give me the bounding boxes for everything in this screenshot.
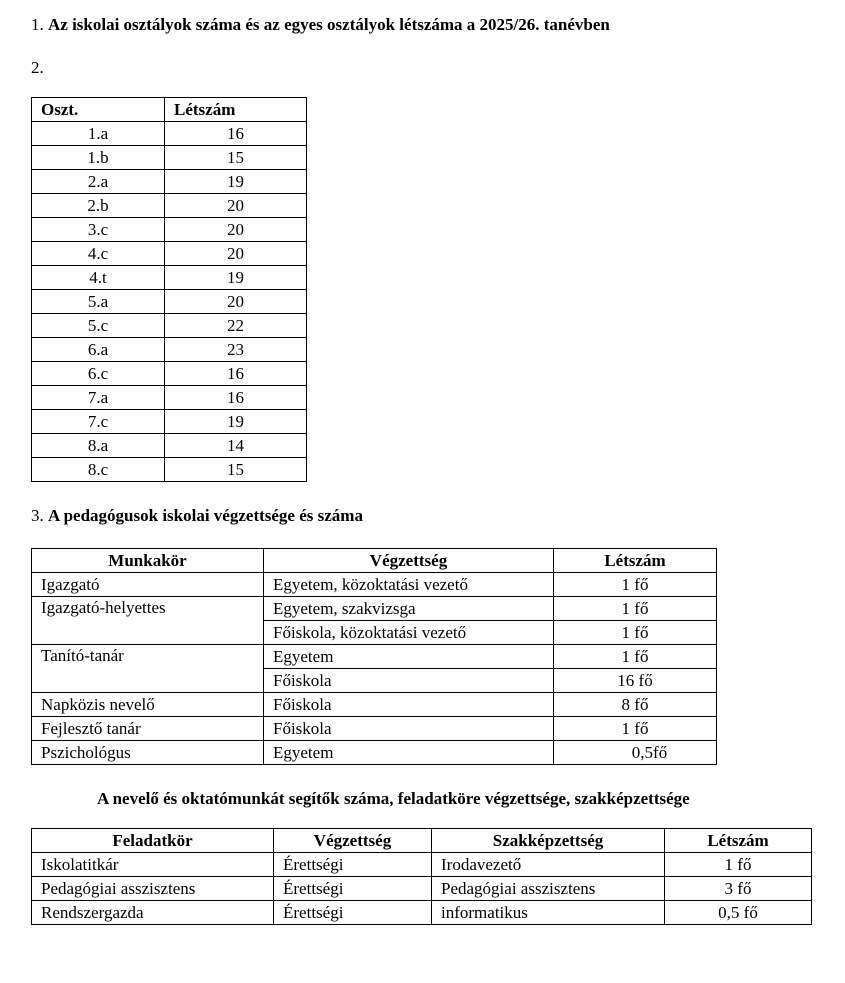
vocational-qualification-cell: informatikus bbox=[432, 901, 665, 925]
qualification-cell: Egyetem, szakvizsga bbox=[264, 597, 554, 621]
headcount-cell: 8 fő bbox=[554, 693, 717, 717]
headcount-cell: 20 bbox=[165, 290, 307, 314]
column-header-headcount: Létszám bbox=[165, 98, 307, 122]
class-cell: 7.a bbox=[32, 386, 165, 410]
table-row bbox=[32, 242, 307, 266]
class-cell: 5.c bbox=[32, 314, 165, 338]
headcount-cell: 16 bbox=[165, 386, 307, 410]
duty-cell: Pedagógiai asszisztens bbox=[32, 877, 274, 901]
table-row bbox=[32, 290, 307, 314]
headcount-cell: 16 bbox=[165, 362, 307, 386]
headcount-cell: 0,5 fő bbox=[665, 901, 812, 925]
headcount-cell: 16 bbox=[165, 122, 307, 146]
class-cell: 2.a bbox=[32, 170, 165, 194]
table-row bbox=[32, 645, 717, 669]
headcount-cell: 3 fő bbox=[665, 877, 812, 901]
qualification-cell: Egyetem bbox=[264, 645, 554, 669]
section-3-title: A pedagógusok iskolai végzettsége és száma bbox=[48, 506, 363, 525]
table-row bbox=[32, 146, 307, 170]
table-row bbox=[32, 693, 717, 717]
class-cell: 3.c bbox=[32, 218, 165, 242]
table-row bbox=[32, 218, 307, 242]
table-row bbox=[32, 410, 307, 434]
table-row bbox=[32, 877, 812, 901]
table-row bbox=[32, 901, 812, 925]
role-cell: Igazgató-helyettes bbox=[32, 597, 264, 645]
headcount-cell: 15 bbox=[165, 146, 307, 170]
qualification-cell: Érettségi bbox=[274, 877, 432, 901]
class-cell: 7.c bbox=[32, 410, 165, 434]
section-1-title: Az iskolai osztályok száma és az egyes osztályok létszáma a 2025/26. tanévben bbox=[48, 15, 610, 34]
duty-cell: Rendszergazda bbox=[32, 901, 274, 925]
headcount-cell: 1 fő bbox=[554, 621, 717, 645]
class-cell: 8.c bbox=[32, 458, 165, 482]
headcount-cell: 19 bbox=[165, 170, 307, 194]
table-row bbox=[32, 170, 307, 194]
qualification-cell: Főiskola bbox=[264, 693, 554, 717]
section-2-heading bbox=[31, 58, 44, 78]
table-row bbox=[32, 717, 717, 741]
column-header-headcount: Létszám bbox=[554, 549, 717, 573]
table-row bbox=[32, 597, 717, 621]
table-row bbox=[32, 853, 812, 877]
column-header-role: Munkakör bbox=[32, 549, 264, 573]
qualification-cell: Egyetem, közoktatási vezető bbox=[264, 573, 554, 597]
headcount-cell: 20 bbox=[165, 242, 307, 266]
table-row bbox=[32, 434, 307, 458]
qualification-cell: Érettségi bbox=[274, 853, 432, 877]
duty-cell: Iskolatitkár bbox=[32, 853, 274, 877]
headcount-cell: 23 bbox=[165, 338, 307, 362]
vocational-qualification-cell: Pedagógiai asszisztens bbox=[432, 877, 665, 901]
qualification-cell: Főiskola, közoktatási vezető bbox=[264, 621, 554, 645]
section-4-title: A nevelő és oktatómunkát segítők száma, feladatköre végzettsége, szakképzettsége bbox=[97, 789, 690, 808]
headcount-cell: 1 fő bbox=[665, 853, 812, 877]
class-cell: 1.b bbox=[32, 146, 165, 170]
role-cell: Tanító-tanár bbox=[32, 645, 264, 693]
support-staff-table bbox=[31, 828, 812, 925]
table-row bbox=[32, 573, 717, 597]
table-row bbox=[32, 338, 307, 362]
column-header-qualification: Végzettség bbox=[274, 829, 432, 853]
table-row bbox=[32, 362, 307, 386]
class-cell: 4.t bbox=[32, 266, 165, 290]
class-cell: 6.c bbox=[32, 362, 165, 386]
class-cell: 1.a bbox=[32, 122, 165, 146]
headcount-cell: 15 bbox=[165, 458, 307, 482]
headcount-cell: 19 bbox=[165, 266, 307, 290]
qualification-cell: Főiskola bbox=[264, 717, 554, 741]
teacher-qualification-table bbox=[31, 548, 717, 765]
qualification-cell: Érettségi bbox=[274, 901, 432, 925]
qualification-cell: Egyetem bbox=[264, 741, 554, 765]
class-cell: 5.a bbox=[32, 290, 165, 314]
headcount-cell: 14 bbox=[165, 434, 307, 458]
class-cell: 4.c bbox=[32, 242, 165, 266]
section-1-number: 1. bbox=[31, 15, 44, 34]
vocational-qualification-cell: Irodavezető bbox=[432, 853, 665, 877]
class-size-table bbox=[31, 97, 307, 482]
table-row bbox=[32, 386, 307, 410]
headcount-cell: 1 fő bbox=[554, 645, 717, 669]
class-cell: 8.a bbox=[32, 434, 165, 458]
column-header-headcount: Létszám bbox=[665, 829, 812, 853]
table-header-row bbox=[32, 829, 812, 853]
column-header-qualification: Végzettség bbox=[264, 549, 554, 573]
class-cell: 2.b bbox=[32, 194, 165, 218]
role-cell: Fejlesztő tanár bbox=[32, 717, 264, 741]
column-header-duty: Feladatkör bbox=[32, 829, 274, 853]
headcount-cell: 1 fő bbox=[554, 597, 717, 621]
headcount-cell: 20 bbox=[165, 218, 307, 242]
headcount-cell: 20 bbox=[165, 194, 307, 218]
table-row bbox=[32, 122, 307, 146]
role-cell: Napközis nevelő bbox=[32, 693, 264, 717]
headcount-cell: 19 bbox=[165, 410, 307, 434]
headcount-cell: 0,5fő bbox=[554, 741, 717, 765]
role-cell: Igazgató bbox=[32, 573, 264, 597]
section-4-heading bbox=[97, 789, 690, 809]
section-2-number: 2. bbox=[31, 58, 44, 77]
table-row bbox=[32, 458, 307, 482]
column-header-vocational-qualification: Szakképzettség bbox=[432, 829, 665, 853]
role-cell: Pszichológus bbox=[32, 741, 264, 765]
table-header-row bbox=[32, 98, 307, 122]
table-row bbox=[32, 741, 717, 765]
section-3-heading bbox=[31, 506, 363, 526]
headcount-cell: 16 fő bbox=[554, 669, 717, 693]
table-row bbox=[32, 266, 307, 290]
table-row bbox=[32, 314, 307, 338]
section-1-heading bbox=[31, 15, 610, 35]
table-row bbox=[32, 194, 307, 218]
headcount-cell: 22 bbox=[165, 314, 307, 338]
class-cell: 6.a bbox=[32, 338, 165, 362]
qualification-cell: Főiskola bbox=[264, 669, 554, 693]
headcount-cell: 1 fő bbox=[554, 717, 717, 741]
headcount-cell: 1 fő bbox=[554, 573, 717, 597]
column-header-class: Oszt. bbox=[32, 98, 165, 122]
table-header-row bbox=[32, 549, 717, 573]
section-3-number: 3. bbox=[31, 506, 44, 525]
